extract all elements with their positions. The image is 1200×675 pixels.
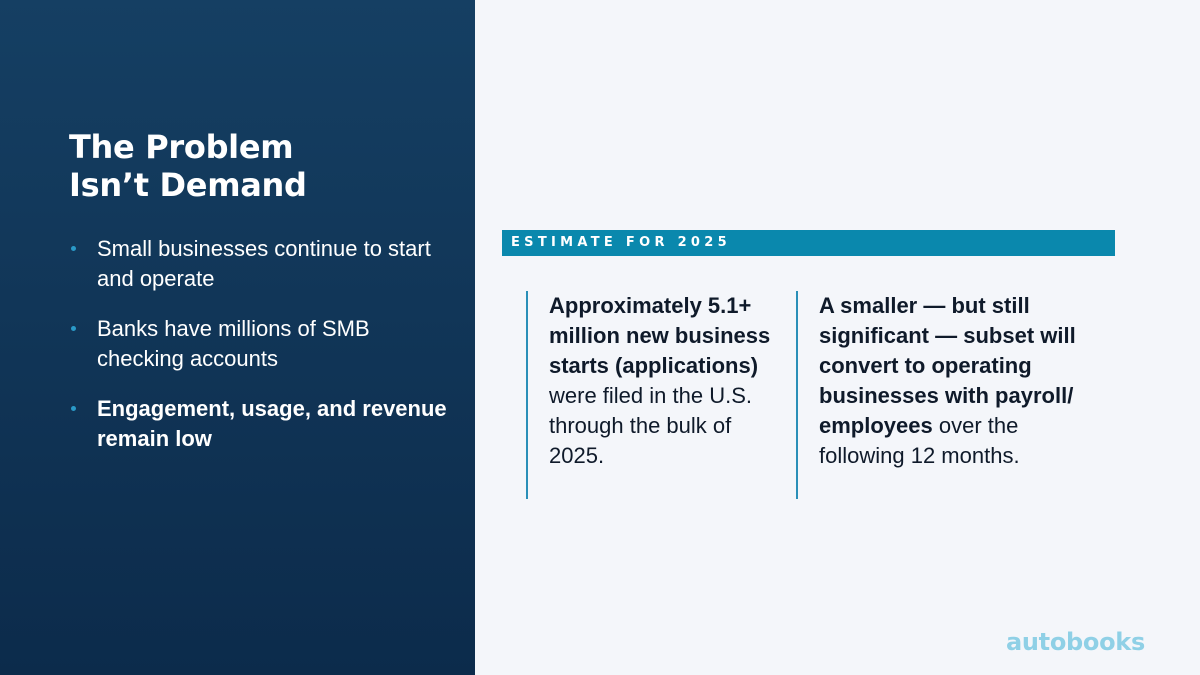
- estimate-banner: [502, 230, 1115, 256]
- title-line-1: The Problem: [69, 128, 294, 166]
- bullet-item: [69, 314, 449, 374]
- stat-starts-text: were filed in the U.S. through the bulk of 2025.: [549, 383, 752, 468]
- title-line-2: Isn’t Demand: [69, 166, 307, 204]
- bullet-dot-icon: [71, 246, 76, 251]
- stat-column-starts: [526, 291, 776, 499]
- autobooks-logo: autobooks: [1006, 628, 1145, 656]
- banner-label: ESTIMATE FOR 2025: [511, 235, 731, 250]
- bullet-text: Small businesses continue to start and operate: [97, 236, 431, 291]
- bullet-dot-icon: [71, 406, 76, 411]
- bullet-dot-icon: [71, 326, 76, 331]
- bullet-text: Banks have millions of SMB checking accounts: [97, 316, 370, 371]
- stat-conversion-text: over the following 12 months.: [819, 413, 1020, 468]
- bullet-item: [69, 394, 449, 454]
- bullet-list: [69, 234, 449, 474]
- bullet-text: Engagement, usage, and revenue remain low: [97, 396, 447, 451]
- stat-starts-bold: Approximately 5.1+ million new business starts (applications): [549, 293, 771, 378]
- slide-title: [69, 128, 307, 204]
- left-panel: [0, 0, 475, 675]
- stat-column-conversion: [796, 291, 1096, 499]
- bullet-item: [69, 234, 449, 294]
- stat-conversion-bold: A smaller — but still significant — subset will convert to operating businesses with payroll/ employees: [819, 293, 1076, 438]
